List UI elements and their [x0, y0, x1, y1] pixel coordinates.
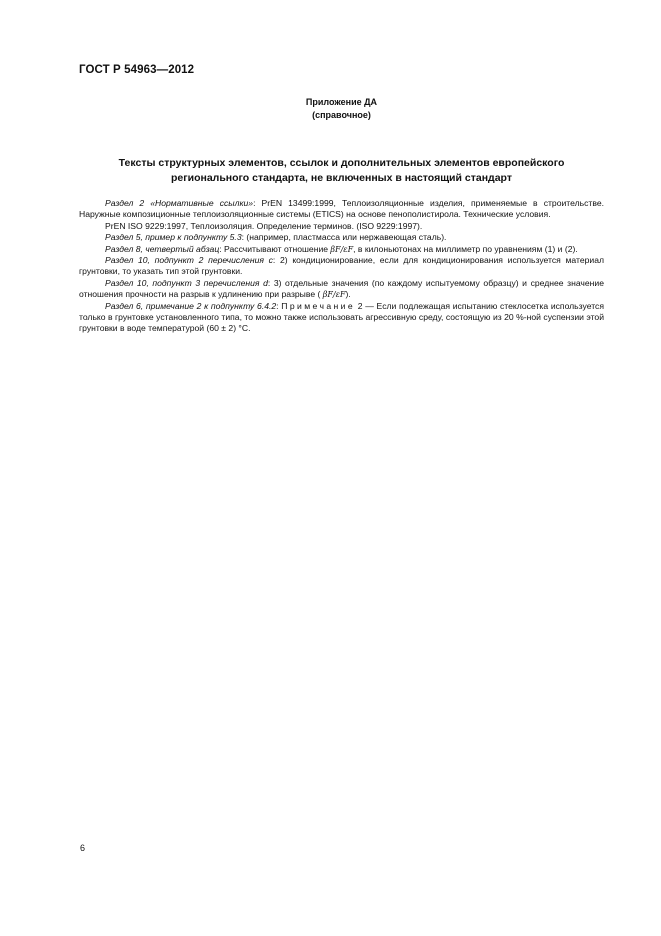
- page-number: 6: [80, 843, 86, 853]
- paragraph-text: : Рассчитывают отношение: [219, 243, 331, 254]
- note-label: Примечание: [281, 300, 356, 311]
- paragraph-text: , в килоньютонах на миллиметр по уравнениям (1) и (2).: [353, 243, 578, 254]
- paragraph-text: : 2) кондиционирование, если для кондиционирования используется материал грунтовки, то указать тип этой грунтовки.: [79, 255, 604, 277]
- paragraph-section-5: [79, 232, 604, 243]
- reference-label: Раздел 10, подпункт 3 перечисления d: [105, 277, 268, 288]
- paragraph-text: ).: [345, 289, 351, 300]
- section-title: [79, 156, 604, 186]
- paragraph-text: : 3) отдельные значения (по каждому испытуемому образцу) и среднее значение отношения прочности на разрыв к удлинению при разрыве (: [79, 277, 604, 300]
- reference-label: Раздел 6, примечание 2 к подпункту 6.4.2: [105, 300, 277, 311]
- annex-subtitle: (справочное): [312, 110, 371, 120]
- paragraph-iso-ref: [79, 221, 604, 232]
- paragraph-section-10-c: [79, 255, 604, 278]
- reference-label: Раздел 10, подпункт 2 перечисления с: [105, 255, 273, 266]
- paragraph-section-6-note: [79, 301, 604, 335]
- reference-label: Раздел 2 «Нормативные ссылки»: [105, 198, 254, 208]
- paragraph-section-8: [79, 244, 604, 255]
- ratio-symbol: βF/εF: [330, 244, 354, 254]
- annex-title: Приложение ДА: [305, 97, 378, 107]
- paragraph-text: 2 — Если подлежащая испытанию стеклосетка используется только в грунтовке установленного типа, то можно также использовать агрессивную среду, состоящую из 20 %-ной суспензии этой грунтовки в воде температурой (60 ± 2) °С.: [79, 300, 604, 334]
- document-body: [79, 198, 604, 335]
- paragraph-text: PrEN ISO 9229:1997, Теплоизоляция. Определение терминов. (ISO 9229:1997).: [105, 220, 423, 231]
- document-code-header: ГОСТ Р 54963—2012: [79, 64, 195, 76]
- ratio-symbol: βF/εF: [322, 290, 346, 300]
- annex-heading: [0, 96, 661, 122]
- paragraph-text: : (например, пластмасса или нержавеющая сталь).: [241, 232, 447, 243]
- reference-label: Раздел 5, пример к подпункту 5.3: [105, 232, 242, 243]
- paragraph-normative-refs: [79, 198, 604, 221]
- section-title-line-2: регионального стандарта, не включенных в настоящий стандарт: [171, 172, 512, 184]
- paragraph-text: : PrEN 13499:1999, Теплоизоляционные изделия, применяемые в строительстве. Наружные композиционные теплоизоляционные системы (ETICS) на основе пенополистирола. Технические условия.: [79, 198, 604, 220]
- section-title-line-1: Тексты структурных элементов, ссылок и дополнительных элементов европейского: [118, 157, 565, 169]
- colon: :: [276, 300, 282, 311]
- reference-label: Раздел 8, четвертый абзац: [105, 243, 220, 254]
- paragraph-section-10-d: [79, 278, 604, 301]
